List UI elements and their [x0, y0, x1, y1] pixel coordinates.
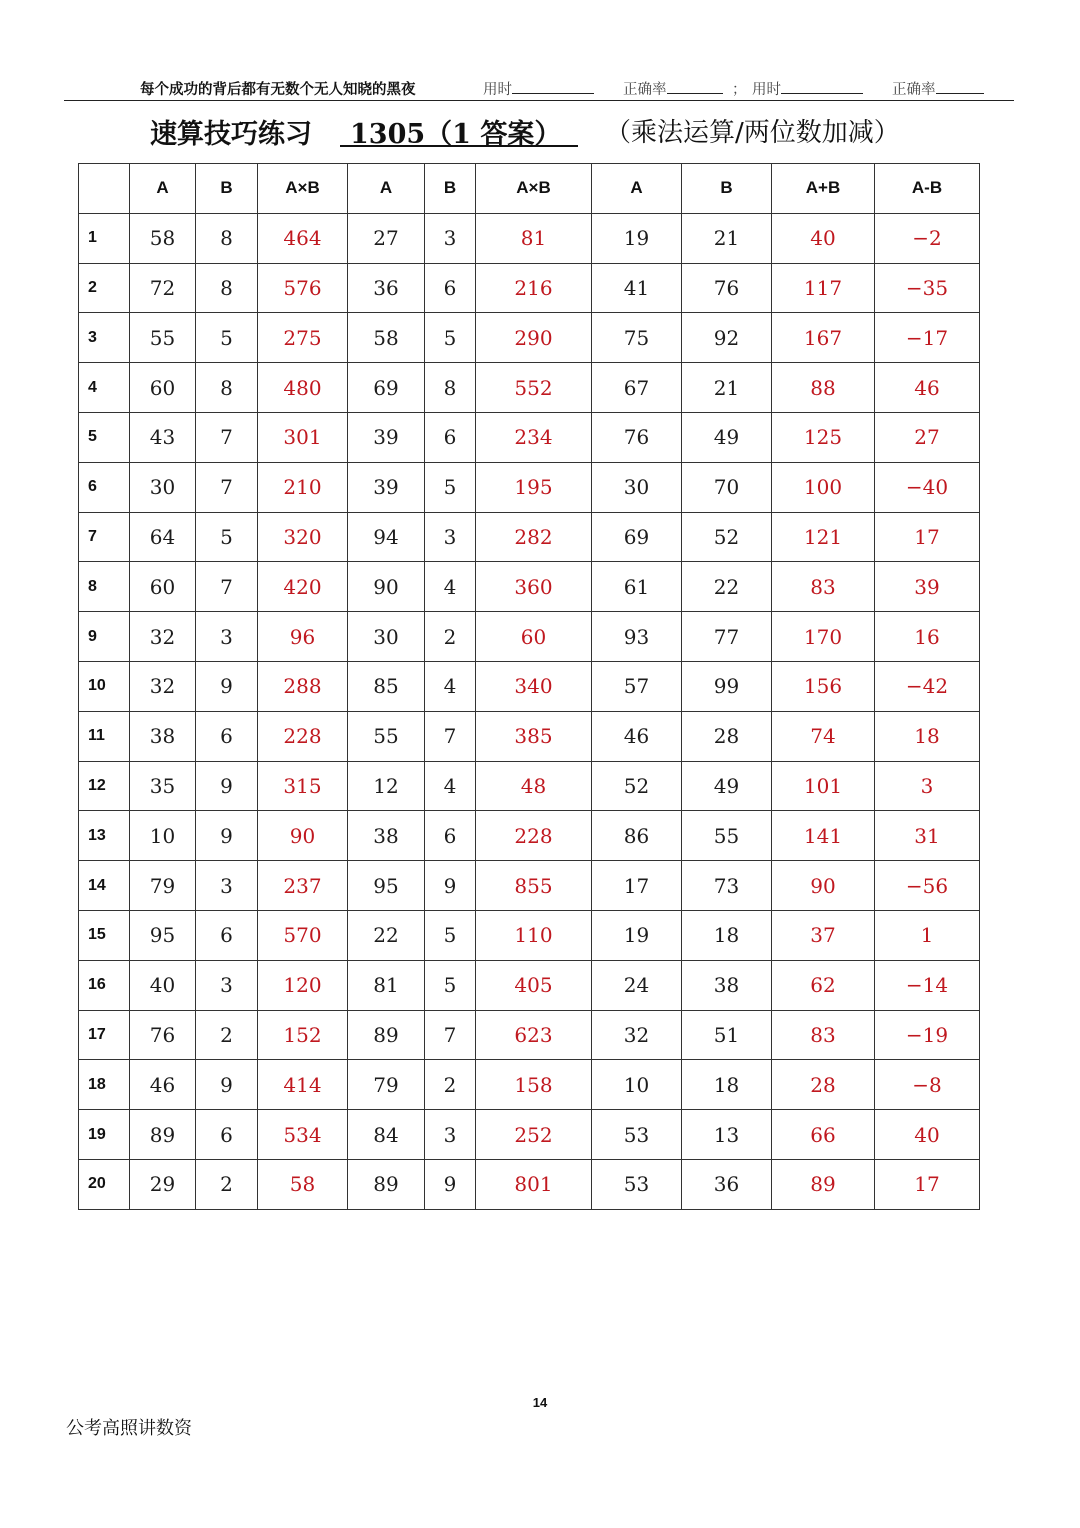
header-cell-b: B — [196, 164, 258, 214]
operand-cell-b: 21 — [682, 213, 772, 263]
operand-cell-a: 84 — [348, 1110, 425, 1160]
answer-cell-a-times-b: 360 — [476, 562, 592, 612]
operand-cell-a: 39 — [348, 462, 425, 512]
operand-cell-a: 55 — [348, 711, 425, 761]
answer-cell-a-times-b: 340 — [476, 661, 592, 711]
operand-cell-b: 9 — [196, 811, 258, 861]
answer-cell-a-times-b: 96 — [258, 612, 348, 662]
operand-cell-a: 76 — [592, 412, 682, 462]
table-row — [79, 363, 980, 413]
accuracy-field-1 — [623, 78, 723, 99]
answer-cell-a-times-b: 275 — [258, 313, 348, 363]
table-row — [79, 512, 980, 562]
answer-cell-a-times-b: 801 — [476, 1159, 592, 1209]
answer-cell-a-times-b: 81 — [476, 213, 592, 263]
operand-cell-a: 69 — [348, 363, 425, 413]
header-cell-a-times-b: A×B — [476, 164, 592, 214]
operand-cell-a: 38 — [130, 711, 196, 761]
answer-cell-a-times-b: 288 — [258, 661, 348, 711]
answer-cell-a-minus-b: −19 — [875, 1010, 980, 1060]
row-number-cell: 15 — [79, 910, 130, 960]
answer-cell-a-times-b: 234 — [476, 412, 592, 462]
answer-cell-a-times-b: 623 — [476, 1010, 592, 1060]
operand-cell-a: 86 — [592, 811, 682, 861]
header-cell-b: B — [425, 164, 476, 214]
answer-cell-a-plus-b: 101 — [772, 761, 875, 811]
header-cell-a-minus-b: A-B — [875, 164, 980, 214]
operand-cell-a: 32 — [130, 612, 196, 662]
operand-cell-b: 6 — [196, 1110, 258, 1160]
time-field-2 — [752, 78, 863, 99]
operand-cell-b: 28 — [682, 711, 772, 761]
answer-cell-a-times-b: 315 — [258, 761, 348, 811]
operand-cell-b: 3 — [196, 861, 258, 911]
answer-cell-a-plus-b: 37 — [772, 910, 875, 960]
answer-cell-a-minus-b: 46 — [875, 363, 980, 413]
row-number-cell: 3 — [79, 313, 130, 363]
operand-cell-a: 38 — [348, 811, 425, 861]
operand-cell-b: 77 — [682, 612, 772, 662]
answer-cell-a-times-b: 320 — [258, 512, 348, 562]
operand-cell-a: 12 — [348, 761, 425, 811]
table-row — [79, 213, 980, 263]
operand-cell-b: 2 — [425, 1060, 476, 1110]
operand-cell-a: 46 — [592, 711, 682, 761]
operand-cell-a: 30 — [592, 462, 682, 512]
answer-cell-a-plus-b: 125 — [772, 412, 875, 462]
operand-cell-b: 7 — [425, 711, 476, 761]
operand-cell-a: 89 — [348, 1010, 425, 1060]
table-row — [79, 960, 980, 1010]
operand-cell-b: 76 — [682, 263, 772, 313]
time-label-2: 用时 — [752, 82, 781, 98]
operand-cell-b: 13 — [682, 1110, 772, 1160]
row-number-cell: 5 — [79, 412, 130, 462]
answer-cell-a-times-b: 228 — [258, 711, 348, 761]
time-blank-2 — [781, 79, 863, 94]
operand-cell-b: 51 — [682, 1010, 772, 1060]
operand-cell-a: 39 — [348, 412, 425, 462]
operand-cell-a: 75 — [592, 313, 682, 363]
answer-cell-a-plus-b: 62 — [772, 960, 875, 1010]
answer-cell-a-times-b: 158 — [476, 1060, 592, 1110]
row-number-cell: 9 — [79, 612, 130, 662]
operand-cell-b: 9 — [425, 861, 476, 911]
operand-cell-a: 52 — [592, 761, 682, 811]
operand-cell-b: 5 — [196, 512, 258, 562]
table-row — [79, 811, 980, 861]
operand-cell-a: 89 — [348, 1159, 425, 1209]
row-number-cell: 12 — [79, 761, 130, 811]
operand-cell-a: 53 — [592, 1159, 682, 1209]
operand-cell-b: 9 — [196, 661, 258, 711]
table-row — [79, 462, 980, 512]
operand-cell-b: 2 — [196, 1159, 258, 1209]
operand-cell-a: 19 — [592, 910, 682, 960]
operand-cell-b: 18 — [682, 910, 772, 960]
accuracy-blank-1 — [667, 79, 723, 94]
header-cell-a: A — [130, 164, 196, 214]
operand-cell-a: 30 — [130, 462, 196, 512]
operand-cell-b: 8 — [196, 263, 258, 313]
operand-cell-b: 7 — [196, 412, 258, 462]
answer-cell-a-times-b: 855 — [476, 861, 592, 911]
operand-cell-b: 38 — [682, 960, 772, 1010]
answer-cell-a-minus-b: −35 — [875, 263, 980, 313]
answer-cell-a-times-b: 216 — [476, 263, 592, 313]
page-title — [150, 112, 970, 152]
answer-cell-a-minus-b: 31 — [875, 811, 980, 861]
operand-cell-a: 55 — [130, 313, 196, 363]
row-number-cell: 20 — [79, 1159, 130, 1209]
title-subtitle: （乘法运算/两位数加减） — [605, 118, 900, 148]
operand-cell-b: 2 — [425, 612, 476, 662]
answer-cell-a-times-b: 385 — [476, 711, 592, 761]
answer-cell-a-times-b: 570 — [258, 910, 348, 960]
operand-cell-b: 5 — [425, 960, 476, 1010]
header-cell-a-plus-b: A+B — [772, 164, 875, 214]
operand-cell-b: 8 — [196, 213, 258, 263]
operand-cell-a: 30 — [348, 612, 425, 662]
operand-cell-b: 55 — [682, 811, 772, 861]
operand-cell-a: 64 — [130, 512, 196, 562]
time-blank-1 — [512, 79, 594, 94]
operand-cell-a: 46 — [130, 1060, 196, 1110]
operand-cell-b: 99 — [682, 661, 772, 711]
answer-cell-a-plus-b: 28 — [772, 1060, 875, 1110]
answer-cell-a-times-b: 58 — [258, 1159, 348, 1209]
answer-cell-a-minus-b: −56 — [875, 861, 980, 911]
answer-cell-a-times-b: 420 — [258, 562, 348, 612]
answer-cell-a-times-b: 414 — [258, 1060, 348, 1110]
table-body — [79, 213, 980, 1209]
table-row — [79, 761, 980, 811]
operand-cell-a: 24 — [592, 960, 682, 1010]
practice-table — [78, 163, 980, 1210]
answer-cell-a-plus-b: 83 — [772, 562, 875, 612]
operand-cell-b: 5 — [196, 313, 258, 363]
row-number-cell: 16 — [79, 960, 130, 1010]
operand-cell-a: 57 — [592, 661, 682, 711]
answer-cell-a-times-b: 552 — [476, 363, 592, 413]
table-row — [79, 1110, 980, 1160]
operand-cell-a: 17 — [592, 861, 682, 911]
operand-cell-a: 94 — [348, 512, 425, 562]
operand-cell-a: 93 — [592, 612, 682, 662]
table-row — [79, 313, 980, 363]
accuracy-label-1: 正确率 — [623, 82, 667, 98]
page-header — [64, 74, 1014, 101]
operand-cell-a: 41 — [592, 263, 682, 313]
operand-cell-b: 3 — [196, 960, 258, 1010]
answer-cell-a-times-b: 576 — [258, 263, 348, 313]
operand-cell-b: 4 — [425, 761, 476, 811]
answer-cell-a-times-b: 464 — [258, 213, 348, 263]
answer-cell-a-plus-b: 83 — [772, 1010, 875, 1060]
operand-cell-b: 70 — [682, 462, 772, 512]
answer-cell-a-minus-b: −8 — [875, 1060, 980, 1110]
accuracy-blank-2 — [936, 79, 984, 94]
answer-cell-a-minus-b: −2 — [875, 213, 980, 263]
answer-cell-a-plus-b: 66 — [772, 1110, 875, 1160]
table-row — [79, 711, 980, 761]
operand-cell-a: 95 — [348, 861, 425, 911]
answer-cell-a-plus-b: 141 — [772, 811, 875, 861]
answer-cell-a-times-b: 152 — [258, 1010, 348, 1060]
operand-cell-b: 22 — [682, 562, 772, 612]
row-number-cell: 17 — [79, 1010, 130, 1060]
operand-cell-b: 7 — [425, 1010, 476, 1060]
table-row — [79, 1159, 980, 1209]
answer-cell-a-plus-b: 117 — [772, 263, 875, 313]
answer-cell-a-times-b: 282 — [476, 512, 592, 562]
header-cell-a: A — [592, 164, 682, 214]
title-code: 1305（1 答案） — [340, 112, 578, 147]
operand-cell-a: 67 — [592, 363, 682, 413]
operand-cell-b: 6 — [196, 711, 258, 761]
answer-cell-a-times-b: 195 — [476, 462, 592, 512]
accuracy-field-2 — [892, 78, 984, 99]
operand-cell-b: 9 — [196, 761, 258, 811]
operand-cell-b: 49 — [682, 761, 772, 811]
operand-cell-b: 3 — [425, 1110, 476, 1160]
answer-cell-a-times-b: 405 — [476, 960, 592, 1010]
operand-cell-a: 32 — [130, 661, 196, 711]
operand-cell-b: 21 — [682, 363, 772, 413]
answer-cell-a-times-b: 110 — [476, 910, 592, 960]
operand-cell-b: 6 — [196, 910, 258, 960]
table-row — [79, 412, 980, 462]
operand-cell-a: 32 — [592, 1010, 682, 1060]
operand-cell-b: 2 — [196, 1010, 258, 1060]
row-number-cell: 19 — [79, 1110, 130, 1160]
header-cell-a: A — [348, 164, 425, 214]
operand-cell-b: 7 — [196, 562, 258, 612]
table-row — [79, 661, 980, 711]
row-number-cell: 13 — [79, 811, 130, 861]
answer-cell-a-minus-b: −17 — [875, 313, 980, 363]
row-number-cell: 18 — [79, 1060, 130, 1110]
table-row — [79, 562, 980, 612]
operand-cell-a: 36 — [348, 263, 425, 313]
answer-cell-a-minus-b: −14 — [875, 960, 980, 1010]
table-header-row — [79, 164, 980, 214]
accuracy-label-2: 正确率 — [892, 82, 936, 98]
answer-cell-a-plus-b: 170 — [772, 612, 875, 662]
operand-cell-b: 49 — [682, 412, 772, 462]
operand-cell-b: 92 — [682, 313, 772, 363]
answer-cell-a-times-b: 90 — [258, 811, 348, 861]
operand-cell-b: 3 — [425, 512, 476, 562]
page-number: 14 — [532, 1395, 548, 1410]
answer-cell-a-times-b: 252 — [476, 1110, 592, 1160]
table-row — [79, 861, 980, 911]
answer-cell-a-minus-b: 27 — [875, 412, 980, 462]
title-main: 速算技巧练习 — [150, 119, 312, 150]
operand-cell-b: 3 — [425, 213, 476, 263]
answer-cell-a-times-b: 228 — [476, 811, 592, 861]
answer-cell-a-plus-b: 74 — [772, 711, 875, 761]
answer-cell-a-times-b: 237 — [258, 861, 348, 911]
row-number-cell: 7 — [79, 512, 130, 562]
operand-cell-a: 43 — [130, 412, 196, 462]
operand-cell-a: 79 — [130, 861, 196, 911]
operand-cell-b: 8 — [425, 363, 476, 413]
answer-cell-a-plus-b: 167 — [772, 313, 875, 363]
answer-cell-a-minus-b: −40 — [875, 462, 980, 512]
operand-cell-a: 60 — [130, 363, 196, 413]
answer-cell-a-minus-b: −42 — [875, 661, 980, 711]
answer-cell-a-minus-b: 39 — [875, 562, 980, 612]
header-cell-b: B — [682, 164, 772, 214]
operand-cell-a: 89 — [130, 1110, 196, 1160]
answer-cell-a-times-b: 210 — [258, 462, 348, 512]
operand-cell-a: 10 — [130, 811, 196, 861]
answer-cell-a-minus-b: 3 — [875, 761, 980, 811]
operand-cell-b: 52 — [682, 512, 772, 562]
operand-cell-b: 6 — [425, 811, 476, 861]
operand-cell-a: 79 — [348, 1060, 425, 1110]
operand-cell-a: 76 — [130, 1010, 196, 1060]
table-row — [79, 612, 980, 662]
row-number-cell: 2 — [79, 263, 130, 313]
operand-cell-b: 4 — [425, 562, 476, 612]
operand-cell-b: 9 — [196, 1060, 258, 1110]
answer-cell-a-times-b: 48 — [476, 761, 592, 811]
operand-cell-a: 58 — [130, 213, 196, 263]
time-field-1 — [483, 78, 594, 99]
operand-cell-a: 81 — [348, 960, 425, 1010]
table-row — [79, 1060, 980, 1110]
operand-cell-b: 7 — [196, 462, 258, 512]
answer-cell-a-times-b: 290 — [476, 313, 592, 363]
operand-cell-b: 73 — [682, 861, 772, 911]
time-label-1: 用时 — [483, 82, 512, 98]
operand-cell-a: 60 — [130, 562, 196, 612]
answer-cell-a-plus-b: 90 — [772, 861, 875, 911]
operand-cell-a: 22 — [348, 910, 425, 960]
row-number-cell: 1 — [79, 213, 130, 263]
answer-cell-a-minus-b: 1 — [875, 910, 980, 960]
operand-cell-a: 90 — [348, 562, 425, 612]
row-number-cell: 10 — [79, 661, 130, 711]
operand-cell-a: 85 — [348, 661, 425, 711]
operand-cell-a: 29 — [130, 1159, 196, 1209]
answer-cell-a-plus-b: 89 — [772, 1159, 875, 1209]
row-number-cell: 4 — [79, 363, 130, 413]
answer-cell-a-minus-b: 17 — [875, 1159, 980, 1209]
operand-cell-b: 5 — [425, 462, 476, 512]
answer-cell-a-plus-b: 100 — [772, 462, 875, 512]
operand-cell-b: 18 — [682, 1060, 772, 1110]
operand-cell-b: 4 — [425, 661, 476, 711]
header-cell-row-number — [79, 164, 130, 214]
operand-cell-b: 3 — [196, 612, 258, 662]
operand-cell-b: 9 — [425, 1159, 476, 1209]
row-number-cell: 14 — [79, 861, 130, 911]
row-number-cell: 8 — [79, 562, 130, 612]
separator: ； — [732, 82, 747, 98]
operand-cell-b: 5 — [425, 910, 476, 960]
operand-cell-a: 19 — [592, 213, 682, 263]
row-number-cell: 11 — [79, 711, 130, 761]
operand-cell-a: 27 — [348, 213, 425, 263]
answer-cell-a-plus-b: 121 — [772, 512, 875, 562]
answer-cell-a-minus-b: 40 — [875, 1110, 980, 1160]
operand-cell-a: 69 — [592, 512, 682, 562]
operand-cell-a: 72 — [130, 263, 196, 313]
operand-cell-a: 35 — [130, 761, 196, 811]
answer-cell-a-plus-b: 40 — [772, 213, 875, 263]
answer-cell-a-times-b: 120 — [258, 960, 348, 1010]
operand-cell-a: 61 — [592, 562, 682, 612]
answer-cell-a-plus-b: 156 — [772, 661, 875, 711]
table-row — [79, 263, 980, 313]
row-number-cell: 6 — [79, 462, 130, 512]
table-row — [79, 910, 980, 960]
operand-cell-a: 95 — [130, 910, 196, 960]
operand-cell-b: 6 — [425, 412, 476, 462]
table-row — [79, 1010, 980, 1060]
answer-cell-a-times-b: 534 — [258, 1110, 348, 1160]
operand-cell-a: 58 — [348, 313, 425, 363]
footer-text: 公考高照讲数资 — [66, 1418, 192, 1439]
operand-cell-a: 53 — [592, 1110, 682, 1160]
operand-cell-b: 36 — [682, 1159, 772, 1209]
answer-cell-a-times-b: 480 — [258, 363, 348, 413]
answer-cell-a-times-b: 301 — [258, 412, 348, 462]
header-cell-a-times-b: A×B — [258, 164, 348, 214]
answer-cell-a-minus-b: 17 — [875, 512, 980, 562]
answer-cell-a-plus-b: 88 — [772, 363, 875, 413]
operand-cell-b: 8 — [196, 363, 258, 413]
operand-cell-a: 40 — [130, 960, 196, 1010]
motto-text: 每个成功的背后都有无数个无人知晓的黑夜 — [140, 82, 416, 98]
operand-cell-a: 10 — [592, 1060, 682, 1110]
answer-cell-a-times-b: 60 — [476, 612, 592, 662]
operand-cell-b: 6 — [425, 263, 476, 313]
answer-cell-a-minus-b: 16 — [875, 612, 980, 662]
answer-cell-a-minus-b: 18 — [875, 711, 980, 761]
operand-cell-b: 5 — [425, 313, 476, 363]
